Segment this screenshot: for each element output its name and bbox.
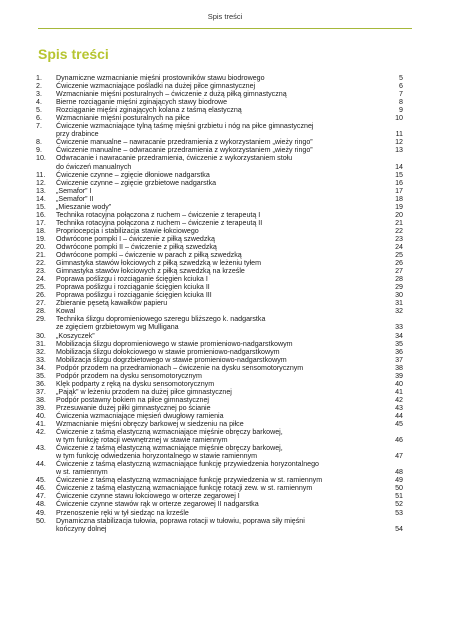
toc-entry-title bbox=[56, 251, 385, 259]
toc-entry-title bbox=[56, 90, 385, 98]
toc-entry-title bbox=[56, 203, 385, 211]
toc-entry-title bbox=[56, 444, 385, 460]
toc-entry-title-line: Rozciąganie mięśni zginających kolana z taśmą elastyczną bbox=[56, 106, 242, 115]
toc-entry-title bbox=[56, 315, 385, 331]
toc-entry-number: 26. bbox=[36, 291, 46, 300]
toc-entry bbox=[36, 211, 403, 219]
toc-entry-page: 32 bbox=[395, 307, 403, 316]
toc-entry-page: 31 bbox=[395, 299, 403, 308]
toc-entry-title bbox=[56, 420, 385, 428]
toc-entry-number: 50. bbox=[36, 516, 46, 525]
toc-entry-page: 27 bbox=[395, 267, 403, 276]
toc-entry-page: 13 bbox=[395, 146, 403, 155]
toc-entry bbox=[36, 428, 403, 444]
toc-entry-number: 39. bbox=[36, 403, 46, 412]
toc-entry bbox=[36, 332, 403, 340]
toc-entry-number: 4. bbox=[36, 98, 42, 107]
toc-entry bbox=[36, 517, 403, 533]
toc-entry-page: 53 bbox=[395, 508, 403, 517]
toc-entry-title-line: Ćwiczenie wzmacniające tylną taśmę mięśni grzbietu i nóg na piłce gimnastycznej bbox=[56, 122, 314, 131]
toc-entry-number: 6. bbox=[36, 114, 42, 123]
toc-entry-page: 48 bbox=[395, 468, 403, 477]
toc-entry-title-line: Poprawa poślizgu i rozciąganie ścięgien kciuka II bbox=[56, 283, 210, 292]
toc-entry bbox=[36, 500, 403, 508]
toc-entry-title-line: przy drabince bbox=[56, 130, 99, 139]
toc-entry-page: 19 bbox=[395, 202, 403, 211]
toc-entry-title bbox=[56, 267, 385, 275]
toc-entry bbox=[36, 106, 403, 114]
toc-entry-title-line: Ćwiczenie manualne – odwracanie przedramienia z wykorzystaniem „wieży ringo” bbox=[56, 146, 313, 155]
toc-entry-page: 23 bbox=[395, 234, 403, 243]
toc-entry-page: 8 bbox=[399, 98, 403, 107]
toc-entry bbox=[36, 283, 403, 291]
toc-entry-title bbox=[56, 259, 385, 267]
toc-entry-title bbox=[56, 235, 385, 243]
toc-entry-title bbox=[56, 332, 385, 340]
toc-entry-page: 39 bbox=[395, 371, 403, 380]
toc-entry-page: 36 bbox=[395, 347, 403, 356]
toc-entry-page: 18 bbox=[395, 194, 403, 203]
toc-entry-title-line: Gimnastyka stawów łokciowych z piłką szwedzką na krześle bbox=[56, 267, 245, 276]
toc-entry-number: 32. bbox=[36, 347, 46, 356]
toc-entry-title-line: Odwrócone pompki II – ćwiczenie z piłką szwedzką bbox=[56, 242, 217, 251]
toc-entry bbox=[36, 179, 403, 187]
toc-entry-title bbox=[56, 412, 385, 420]
toc-entry-title-line: do ćwiczeń manualnych bbox=[56, 162, 132, 171]
toc-entry-page: 15 bbox=[395, 170, 403, 179]
toc-entry-page: 11 bbox=[395, 130, 403, 139]
toc-entry bbox=[36, 315, 403, 331]
toc-entry bbox=[36, 122, 403, 138]
toc-entry bbox=[36, 348, 403, 356]
toc-entry-number: 21. bbox=[36, 251, 46, 260]
toc-entry-title-line: Ćwiczenie z taśmą elastyczną wzmacniające funkcję przywiedzenia w st. ramiennym bbox=[56, 476, 323, 485]
toc-entry-title-line: Propriocepcja i stabilizacja stawie łokciowego bbox=[56, 226, 199, 235]
toc-entry-number: 16. bbox=[36, 210, 46, 219]
toc-entry-title-line: w st. ramiennym bbox=[56, 468, 108, 477]
toc-list bbox=[36, 74, 403, 533]
toc-entry-title-line: w tym funkcję odwiedzenia horyzontalnego w stawie ramiennym bbox=[56, 452, 258, 461]
toc-entry-number: 17. bbox=[36, 218, 46, 227]
toc-entry-number: 15. bbox=[36, 202, 46, 211]
toc-entry-number: 40. bbox=[36, 411, 46, 420]
toc-entry-title-line: Bierne rozciąganie mięśni zginających stawy biodrowe bbox=[56, 98, 228, 107]
toc-entry bbox=[36, 154, 403, 170]
toc-entry-title-line: Ćwiczenie czynne – zgięcie dłoniowe nadgarstka bbox=[56, 170, 210, 179]
toc-entry-page: 41 bbox=[395, 387, 403, 396]
toc-entry-title-line: Wzmacnianie mięśni posturalnych na piłce bbox=[56, 114, 190, 123]
toc-entry-page: 35 bbox=[395, 339, 403, 348]
toc-entry bbox=[36, 74, 403, 82]
toc-entry bbox=[36, 219, 403, 227]
toc-entry-number: 2. bbox=[36, 82, 42, 91]
toc-entry-number: 20. bbox=[36, 242, 46, 251]
toc-entry-title bbox=[56, 243, 385, 251]
toc-entry-title bbox=[56, 227, 385, 235]
toc-entry-title-line: Poprawa poślizgu i rozciąganie ścięgien kciuka I bbox=[56, 275, 208, 284]
toc-entry-title-line: Odwracanie i nawracanie przedramienia, ćwiczenie z wykorzystaniem stołu bbox=[56, 154, 293, 163]
toc-entry-title bbox=[56, 283, 385, 291]
toc-entry bbox=[36, 227, 403, 235]
toc-entry-title-line: „Semafor” I bbox=[56, 186, 92, 195]
toc-entry bbox=[36, 251, 403, 259]
toc-entry-title-line: Wzmacnianie mięśni posturalnych – ćwiczenie z dużą piłką gimnastyczną bbox=[56, 90, 287, 99]
toc-entry-title bbox=[56, 348, 385, 356]
toc-entry-number: 8. bbox=[36, 138, 42, 147]
toc-entry-number: 22. bbox=[36, 259, 46, 268]
toc-entry-title bbox=[56, 154, 385, 170]
toc-entry-title-line: Ćwiczenie czynne stawu łokciowego w orterze zegarowej I bbox=[56, 492, 240, 501]
toc-entry-title-line: Odwrócone pompki – ćwiczenie w parach z piłką szwedzką bbox=[56, 251, 242, 260]
toc-entry bbox=[36, 380, 403, 388]
toc-entry-page: 38 bbox=[395, 363, 403, 372]
toc-entry-number: 46. bbox=[36, 484, 46, 493]
toc-entry-number: 24. bbox=[36, 275, 46, 284]
toc-entry-title-line: Mobilizacja ślizgu dopromieniowego w stawie promieniowo-nadgarstkowym bbox=[56, 339, 293, 348]
toc-entry-number: 36. bbox=[36, 379, 46, 388]
toc-entry bbox=[36, 396, 403, 404]
toc-entry-title bbox=[56, 146, 385, 154]
toc-entry bbox=[36, 267, 403, 275]
toc-entry-page: 16 bbox=[395, 178, 403, 187]
toc-entry-title bbox=[56, 106, 385, 114]
running-header: Spis treści bbox=[38, 0, 412, 29]
toc-entry-page: 7 bbox=[399, 90, 403, 99]
toc-entry-page: 42 bbox=[395, 395, 403, 404]
toc-entry-number: 25. bbox=[36, 283, 46, 292]
toc-entry-title-line: Kowal bbox=[56, 307, 76, 316]
toc-entry bbox=[36, 275, 403, 283]
toc-entry-number: 10. bbox=[36, 154, 46, 163]
toc-entry-number: 29. bbox=[36, 315, 46, 324]
toc-entry-title bbox=[56, 509, 385, 517]
toc-entry-number: 5. bbox=[36, 106, 42, 115]
toc-entry-number: 34. bbox=[36, 363, 46, 372]
toc-entry-page: 30 bbox=[395, 291, 403, 300]
toc-entry-title-line: Ćwiczenie z taśmą elastyczną wzmacniające funkcję przywiedzenia horyzontalnego bbox=[56, 460, 319, 469]
toc-entry-title bbox=[56, 517, 385, 533]
toc-entry-number: 19. bbox=[36, 234, 46, 243]
toc-entry bbox=[36, 404, 403, 412]
toc-entry-number: 35. bbox=[36, 371, 46, 380]
toc-entry-number: 28. bbox=[36, 307, 46, 316]
toc-entry bbox=[36, 187, 403, 195]
toc-entry bbox=[36, 146, 403, 154]
toc-entry-page: 47 bbox=[395, 452, 403, 461]
toc-entry-number: 30. bbox=[36, 331, 46, 340]
toc-entry-page: 51 bbox=[395, 492, 403, 501]
toc-entry-title-line: Podpór przodem na przedramionach – ćwiczenie na dysku sensomotorycznym bbox=[56, 363, 304, 372]
toc-entry-title-line: Ćwiczenie czynne stawów rąk w orterze zegarowej II nadgarstka bbox=[56, 500, 259, 509]
toc-entry-title-line: Ćwiczenie wzmacniające pośladki na dużej piłce gimnastycznej bbox=[56, 82, 256, 91]
toc-entry-number: 1. bbox=[36, 74, 42, 82]
toc-entry-title bbox=[56, 404, 385, 412]
toc-entry-page: 46 bbox=[395, 436, 403, 445]
toc-entry-title-line: Podpór postawny bokiem na piłce gimnastycznej bbox=[56, 395, 209, 404]
toc-entry bbox=[36, 412, 403, 420]
toc-entry-page: 6 bbox=[399, 82, 403, 91]
toc-entry-number: 41. bbox=[36, 420, 46, 429]
toc-entry-title-line: „Koszyczek” bbox=[56, 331, 95, 340]
toc-entry-page: 14 bbox=[395, 162, 403, 171]
toc-entry-page: 17 bbox=[395, 186, 403, 195]
toc-entry bbox=[36, 243, 403, 251]
toc-entry bbox=[36, 460, 403, 476]
toc-entry-number: 9. bbox=[36, 146, 42, 155]
toc-entry-number: 48. bbox=[36, 500, 46, 509]
toc-entry bbox=[36, 372, 403, 380]
toc-entry-title bbox=[56, 299, 385, 307]
toc-entry-title bbox=[56, 171, 385, 179]
toc-entry-title-line: Ćwiczenie manualne – nawracanie przedramienia z wykorzystaniem „wieży ringo” bbox=[56, 138, 313, 147]
toc-entry bbox=[36, 98, 403, 106]
toc-entry-title-line: Mobilizacja ślizgu dogrzbietowego w stawie promieniowo-nadgarstkowym bbox=[56, 355, 287, 364]
toc-entry-title-line: Ćwiczenie z taśmą elastyczną wzmacniające mięśnie obręczy barkowej, bbox=[56, 444, 283, 453]
toc-entry-number: 42. bbox=[36, 428, 46, 437]
toc-entry-title bbox=[56, 388, 385, 396]
toc-entry-title-line: Technika ślizgu dopromieniowego szeregu bliższego k. nadgarstka bbox=[56, 315, 266, 324]
toc-entry-title bbox=[56, 460, 385, 476]
toc-entry-title-line: Przenoszenie ręki w tył siedząc na krześle bbox=[56, 508, 189, 517]
toc-entry-title-line: Technika rotacyjna połączona z ruchem – ćwiczenie z terapeutą I bbox=[56, 210, 261, 219]
toc-entry-page: 26 bbox=[395, 259, 403, 268]
toc-entry-title-line: Podpór przodem na dysku sensomotorycznym bbox=[56, 371, 202, 380]
toc-entry-number: 7. bbox=[36, 122, 42, 131]
toc-entry-number: 43. bbox=[36, 444, 46, 453]
toc-entry-page: 44 bbox=[395, 411, 403, 420]
toc-entry-title bbox=[56, 98, 385, 106]
toc-entry-title bbox=[56, 275, 385, 283]
toc-entry-page: 9 bbox=[399, 106, 403, 115]
toc-entry-title bbox=[56, 179, 385, 187]
toc-entry-page: 52 bbox=[395, 500, 403, 509]
toc-entry-title bbox=[56, 187, 385, 195]
toc-entry-number: 45. bbox=[36, 476, 46, 485]
toc-entry-page: 28 bbox=[395, 275, 403, 284]
toc-entry-title-line: Ćwiczenia wzmacniające mięsień dwugłowy ramienia bbox=[56, 411, 224, 420]
toc-entry-number: 44. bbox=[36, 460, 46, 469]
toc-entry bbox=[36, 509, 403, 517]
toc-entry-number: 33. bbox=[36, 355, 46, 364]
toc-entry-title bbox=[56, 364, 385, 372]
toc-entry-page: 45 bbox=[395, 420, 403, 429]
toc-entry-title-line: Ćwiczenie z taśmą elastyczną wzmacniające funkcję rotacji zew. w st. ramiennym bbox=[56, 484, 313, 493]
toc-entry-page: 37 bbox=[395, 355, 403, 364]
toc-entry-title-line: „Mieszanie wody” bbox=[56, 202, 112, 211]
toc-entry bbox=[36, 444, 403, 460]
toc-entry bbox=[36, 291, 403, 299]
toc-entry-title bbox=[56, 307, 385, 315]
toc-entry-title bbox=[56, 396, 385, 404]
toc-entry-title bbox=[56, 340, 385, 348]
toc-entry-page: 22 bbox=[395, 226, 403, 235]
toc-entry-number: 37. bbox=[36, 387, 46, 396]
toc-entry-page: 43 bbox=[395, 403, 403, 412]
toc-entry-title bbox=[56, 74, 385, 82]
toc-entry bbox=[36, 364, 403, 372]
toc-entry-number: 23. bbox=[36, 267, 46, 276]
toc-entry bbox=[36, 203, 403, 211]
toc-entry-title-line: kończyny dolnej bbox=[56, 524, 107, 533]
toc-entry-title-line: Ćwiczenie z taśmą elastyczną wzmacniające mięśnie obręczy barkowej, bbox=[56, 428, 283, 437]
toc-entry-title bbox=[56, 122, 385, 138]
toc-entry-title-line: Poprawa poślizgu i rozciąganie ścięgien kciuka III bbox=[56, 291, 212, 300]
toc-entry-title bbox=[56, 380, 385, 388]
toc-entry-title-line: Gimnastyka stawów łokciowych z piłką szwedzką w leżeniu tyłem bbox=[56, 259, 262, 268]
toc-entry-title bbox=[56, 428, 385, 444]
toc-entry-title bbox=[56, 291, 385, 299]
toc-entry bbox=[36, 195, 403, 203]
toc-entry-number: 47. bbox=[36, 492, 46, 501]
toc-entry-title-line: Ćwiczenie czynne – zgięcie grzbietowe nadgarstka bbox=[56, 178, 217, 187]
toc-entry-title-line: „Pająk” w leżeniu przodem na dużej piłce gimnastycznej bbox=[56, 387, 232, 396]
toc-entry-title-line: Dynamiczna stabilizacja tułowia, poprawa rotacji w tułowiu, poprawa siły mięśni bbox=[56, 516, 305, 525]
toc-entry-title-line: Zbieranie pęsetą kawałków papieru bbox=[56, 299, 168, 308]
toc-entry-page: 34 bbox=[395, 331, 403, 340]
toc-entry-number: 27. bbox=[36, 299, 46, 308]
toc-entry-title-line: Dynamiczne wzmacnianie mięśni prostowników stawu biodrowego bbox=[56, 74, 265, 82]
toc-entry-page: 50 bbox=[395, 484, 403, 493]
toc-entry bbox=[36, 356, 403, 364]
toc-entry-number: 3. bbox=[36, 90, 42, 99]
toc-entry-title-line: Klęk podparty z ręką na dysku sensomotorycznym bbox=[56, 379, 215, 388]
toc-entry-title bbox=[56, 82, 385, 90]
toc-entry-number: 11. bbox=[36, 170, 46, 179]
toc-entry-page: 33 bbox=[395, 323, 403, 332]
toc-entry bbox=[36, 259, 403, 267]
toc-entry-page: 5 bbox=[399, 74, 403, 82]
toc-entry-page: 20 bbox=[395, 210, 403, 219]
toc-entry-page: 40 bbox=[395, 379, 403, 388]
toc-entry-title-line: Odwrócone pompki I – ćwiczenie z piłką szwedzką bbox=[56, 234, 215, 243]
toc-entry-title bbox=[56, 219, 385, 227]
toc-entry-page: 12 bbox=[395, 138, 403, 147]
toc-entry-number: 13. bbox=[36, 186, 46, 195]
toc-entry-title-line: Wzmacnianie mięśni obręczy barkowej w siedzeniu na piłce bbox=[56, 420, 244, 429]
toc-entry bbox=[36, 171, 403, 179]
toc-entry-page: 10 bbox=[395, 114, 403, 123]
toc-entry-title bbox=[56, 356, 385, 364]
toc-entry-title-line: Przesuwanie dużej piłki gimnastycznej po ścianie bbox=[56, 403, 211, 412]
toc-entry-title-line: ze zgięciem grzbietowym wg Mulligana bbox=[56, 323, 179, 332]
toc-entry bbox=[36, 388, 403, 396]
toc-entry-page: 24 bbox=[395, 242, 403, 251]
toc-entry-page: 54 bbox=[395, 524, 403, 533]
toc-entry-page: 29 bbox=[395, 283, 403, 292]
toc-entry bbox=[36, 340, 403, 348]
toc-entry-title-line: „Semafor” II bbox=[56, 194, 94, 203]
toc-entry-page: 21 bbox=[395, 218, 403, 227]
toc-entry-number: 12. bbox=[36, 178, 46, 187]
toc-entry-title-line: Technika rotacyjna połączona z ruchem – ćwiczenie z terapeutą II bbox=[56, 218, 263, 227]
toc-entry-title-line: Mobilizacja ślizgu dołokciowego w stawie promieniowo-nadgarstkowym bbox=[56, 347, 280, 356]
toc-entry bbox=[36, 82, 403, 90]
toc-entry-title bbox=[56, 500, 385, 508]
toc-entry-title bbox=[56, 372, 385, 380]
toc-entry bbox=[36, 299, 403, 307]
toc-entry bbox=[36, 420, 403, 428]
toc-entry-number: 38. bbox=[36, 395, 46, 404]
toc-entry-title bbox=[56, 211, 385, 219]
toc-entry bbox=[36, 90, 403, 98]
toc-entry-number: 18. bbox=[36, 226, 46, 235]
toc-entry bbox=[36, 307, 403, 315]
toc-entry-page: 49 bbox=[395, 476, 403, 485]
toc-title: Spis treści bbox=[38, 46, 109, 62]
toc-entry-number: 49. bbox=[36, 508, 46, 517]
toc-entry-title bbox=[56, 195, 385, 203]
toc-entry-number: 31. bbox=[36, 339, 46, 348]
toc-entry-number: 14. bbox=[36, 194, 46, 203]
toc-entry-title-line: w tym funkcję rotacji wewnętrznej w stawie ramiennym bbox=[56, 436, 228, 445]
toc-entry bbox=[36, 235, 403, 243]
toc-entry-page: 25 bbox=[395, 251, 403, 260]
